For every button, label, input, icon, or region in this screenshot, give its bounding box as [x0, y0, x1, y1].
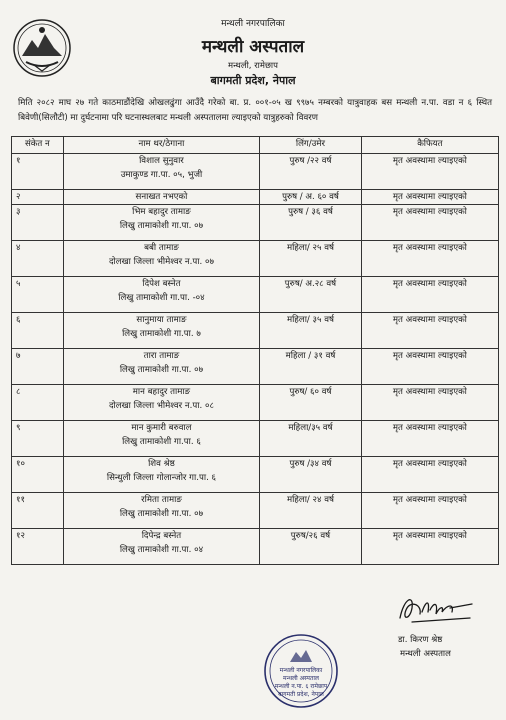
cell-name-address [63, 385, 259, 421]
col-header-gender-age: लिंग/उमेर [260, 137, 362, 154]
signatory-organization: मन्थली अस्पताल [400, 649, 451, 659]
official-stamp-icon [262, 632, 340, 710]
victim-address: दोलखा जिल्ला भीमेश्वर न.पा. ०८ [108, 401, 214, 411]
cell-remark: मृत अवस्थामा ल्याइएको [361, 385, 498, 421]
cell-remark: मृत अवस्थामा ल्याइएको [361, 277, 498, 313]
cell-gender-age: पुरुष / अ. ६० वर्ष [260, 190, 362, 205]
signature-icon [392, 590, 482, 626]
victim-name: मान कुमारी बरुवाल [131, 423, 192, 433]
cell-gender-age: पुरुष/२६ वर्ष [260, 529, 362, 565]
stamp-line-1: मन्थली नगरपालिका [279, 667, 323, 674]
cell-gender-age: पुरुष/ अ.२८ वर्ष [260, 277, 362, 313]
cell-remark: मृत अवस्थामा ल्याइएको [361, 529, 498, 565]
cell-remark: मृत अवस्थामा ल्याइएको [361, 457, 498, 493]
stamp-line-3: मन्थली न.पा. ६ रामेछाप [274, 683, 328, 690]
cell-sn: १२ [12, 529, 64, 565]
cell-sn: ५ [12, 277, 64, 313]
victim-name: सनाखत नभएको [135, 192, 188, 202]
table-body [12, 154, 499, 565]
victims-table [11, 136, 499, 565]
cell-name-address [63, 457, 259, 493]
table-row [12, 190, 499, 205]
cell-name-address [63, 349, 259, 385]
cell-gender-age: महिला/३५ वर्ष [260, 421, 362, 457]
victim-address: लिखु तामाकोशी गा.पा. ६ [122, 437, 201, 447]
victim-name: तारा तामाङ [143, 351, 180, 361]
victim-name: शिव श्रेष्ठ [148, 459, 175, 469]
victim-name: रमिता तामाङ [141, 495, 182, 505]
victim-address: लिखु तामाकोशी गा.पा. ०७ [119, 221, 204, 231]
cell-sn: १० [12, 457, 64, 493]
victim-address: लिखु तामाकोशी गा.पा. ०७ [119, 509, 204, 519]
intro-paragraph: मिति २०८२ माघ २७ गते काठमाडौंदेखि ओखलढुंगा आउँदै गरेको बा. प्र. ००१-०५ ख ९९७५ नम्बरको यात्रुवाहक बस मन्थली न.पा. वडा न ६ स्थित बिवेणी(सिलौटी) मा दुर्घटनामा परि घटनास्थलबाट मन्थली अस्पतालमा ल्याइएको यात्रुहरुको विवरण [18, 98, 492, 123]
cell-name-address [63, 313, 259, 349]
municipality-name: मन्थली नगरपालिका [221, 19, 285, 29]
victim-address: सिन्धुली जिल्ला गोलान्जोर गा.पा. ६ [106, 473, 216, 483]
cell-sn: २ [12, 190, 64, 205]
table-row [12, 313, 499, 349]
cell-remark: मृत अवस्थामा ल्याइएको [361, 241, 498, 277]
stamp-line-2: मन्थली अस्पताल [283, 675, 319, 682]
table-header-row [12, 137, 499, 154]
victim-name: दिपेन्द्र बस्नेत [141, 531, 182, 541]
victim-address: दोलखा जिल्ला भीमेश्वर न.पा. ०७ [108, 257, 214, 267]
victim-name: दिपेश बस्नेत [142, 279, 181, 289]
col-header-remark: कैफियत [361, 137, 498, 154]
table-row [12, 241, 499, 277]
cell-remark: मृत अवस्थामा ल्याइएको [361, 349, 498, 385]
cell-gender-age: महिला/ २४ वर्ष [260, 493, 362, 529]
victim-address: लिखु तामाकोशी गा.पा. -०४ [118, 293, 205, 303]
cell-gender-age: पुरुष /३४ वर्ष [260, 457, 362, 493]
cell-remark: मृत अवस्थामा ल्याइएको [361, 154, 498, 190]
cell-sn: ९ [12, 421, 64, 457]
victim-address: उमाकुण्ड गा.पा. ०५, भुजी [120, 170, 203, 180]
cell-sn: ७ [12, 349, 64, 385]
cell-gender-age: पुरुष/ ६० वर्ष [260, 385, 362, 421]
hospital-name: मन्थली अस्पताल [201, 37, 305, 57]
cell-gender-age: पुरुष /२२ वर्ष [260, 154, 362, 190]
victim-name: विशाल सुनुवार [139, 156, 184, 166]
cell-sn: ११ [12, 493, 64, 529]
table-row [12, 457, 499, 493]
table-row [12, 385, 499, 421]
table-row [12, 277, 499, 313]
table-row [12, 493, 499, 529]
cell-remark: मृत अवस्थामा ल्याइएको [361, 205, 498, 241]
cell-remark: मृत अवस्थामा ल्याइएको [361, 190, 498, 205]
cell-sn: ३ [12, 205, 64, 241]
table-row [12, 154, 499, 190]
col-header-name: नाम थर/ठेगाना [63, 137, 259, 154]
cell-name-address [63, 493, 259, 529]
table-row [12, 205, 499, 241]
cell-name-address [63, 190, 259, 205]
cell-gender-age: महिला/ २५ वर्ष [260, 241, 362, 277]
cell-gender-age: महिला/ ३५ वर्ष [260, 313, 362, 349]
cell-remark: मृत अवस्थामा ल्याइएको [361, 493, 498, 529]
victim-address: लिखु तामाकोशी गा.पा. ७ [122, 329, 201, 339]
victim-name: मान बहादुर तामाङ [132, 387, 191, 397]
victim-address: लिखु तामाकोशी गा.पा. ०४ [119, 545, 204, 555]
cell-sn: १ [12, 154, 64, 190]
victim-name: भिम बहादुर तामाङ [132, 207, 191, 217]
cell-sn: ६ [12, 313, 64, 349]
cell-gender-age: महिला / ३१ वर्ष [260, 349, 362, 385]
cell-name-address [63, 154, 259, 190]
signatory-name: डा. किरण श्रेष्ठ [398, 635, 443, 645]
victim-name: बबी तामाङ [144, 243, 179, 253]
cell-remark: मृत अवस्थामा ल्याइएको [361, 421, 498, 457]
stamp-line-4: बागमती प्रदेश, नेपाल [278, 691, 324, 698]
cell-name-address [63, 421, 259, 457]
victim-name: सानुमाया तामाङ [136, 315, 187, 325]
cell-name-address [63, 205, 259, 241]
table-row [12, 529, 499, 565]
cell-name-address [63, 277, 259, 313]
table-row [12, 349, 499, 385]
province-name: बागमती प्रदेश, नेपाल [210, 74, 296, 87]
cell-sn: ४ [12, 241, 64, 277]
table-row [12, 421, 499, 457]
hospital-address: मन्थली, रामेछाप [228, 61, 278, 71]
cell-sn: ८ [12, 385, 64, 421]
cell-remark: मृत अवस्थामा ल्याइएको [361, 313, 498, 349]
col-header-sn: संकेत न [12, 137, 64, 154]
victim-address: लिखु तामाकोशी गा.पा. ०७ [119, 365, 204, 375]
cell-name-address [63, 529, 259, 565]
cell-gender-age: पुरुष / ३६ वर्ष [260, 205, 362, 241]
cell-name-address [63, 241, 259, 277]
